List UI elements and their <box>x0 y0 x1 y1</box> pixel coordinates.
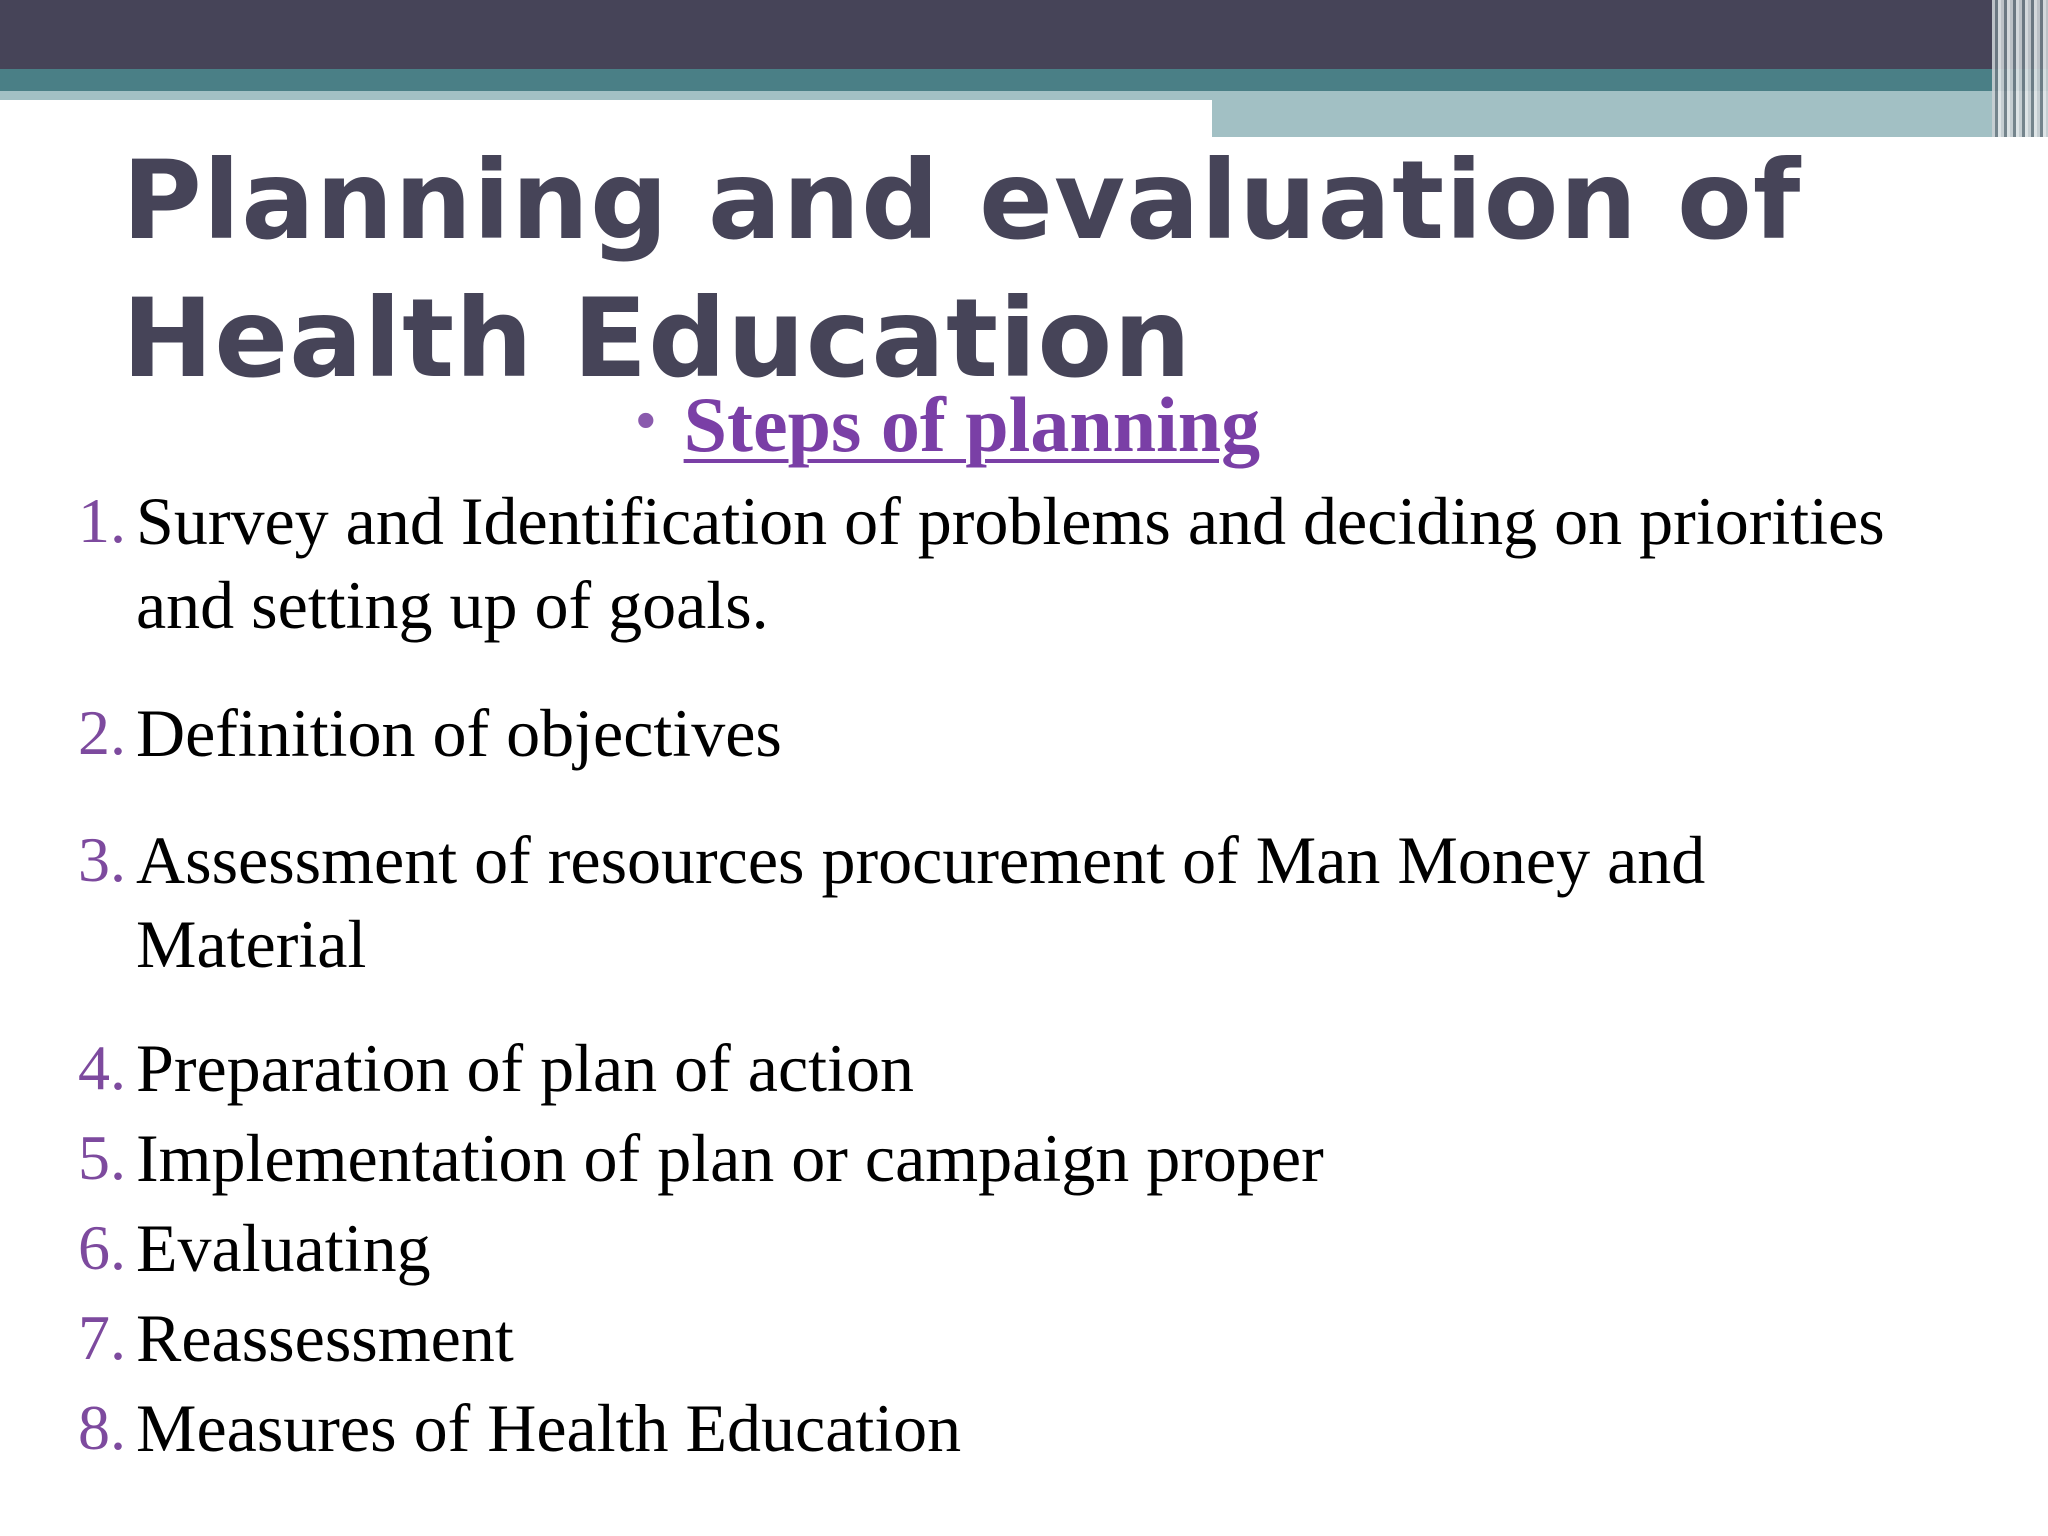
step-text: Reassessment <box>136 1300 514 1376</box>
step-text: Measures of Health Education <box>136 1390 962 1466</box>
slide-title: Planning and evaluation of Health Education <box>122 137 1802 402</box>
step-text: Preparation of plan of action <box>136 1030 914 1106</box>
header-band-light-right <box>1212 91 2048 137</box>
step-text: Definition of objectives <box>136 695 782 771</box>
subtitle-row <box>636 372 1260 473</box>
header-stripes-decoration <box>1992 0 2048 137</box>
bullet-icon: • <box>636 388 656 451</box>
step-number: 8. <box>78 1392 126 1463</box>
step-text: Implementation of plan or campaign proper <box>136 1120 1324 1196</box>
header-band-dark <box>0 0 2048 69</box>
header-band-light-left <box>0 91 1212 100</box>
step-number: 7. <box>78 1302 126 1373</box>
header-band-teal <box>0 69 2048 91</box>
step-text: Evaluating <box>136 1210 431 1286</box>
step-number: 2. <box>78 697 126 768</box>
step-number: 4. <box>78 1032 126 1103</box>
step-text: Survey and Identification of problems and deciding on priorities and setting up of goals. <box>136 483 1885 643</box>
step-number: 3. <box>78 824 126 895</box>
step-text: Assessment of resources procurement of Man Money and Material <box>136 822 1706 982</box>
slide-subtitle: Steps of planning <box>683 381 1261 468</box>
step-number: 5. <box>78 1122 126 1193</box>
step-number: 1. <box>78 485 126 556</box>
step-number: 6. <box>78 1212 126 1283</box>
